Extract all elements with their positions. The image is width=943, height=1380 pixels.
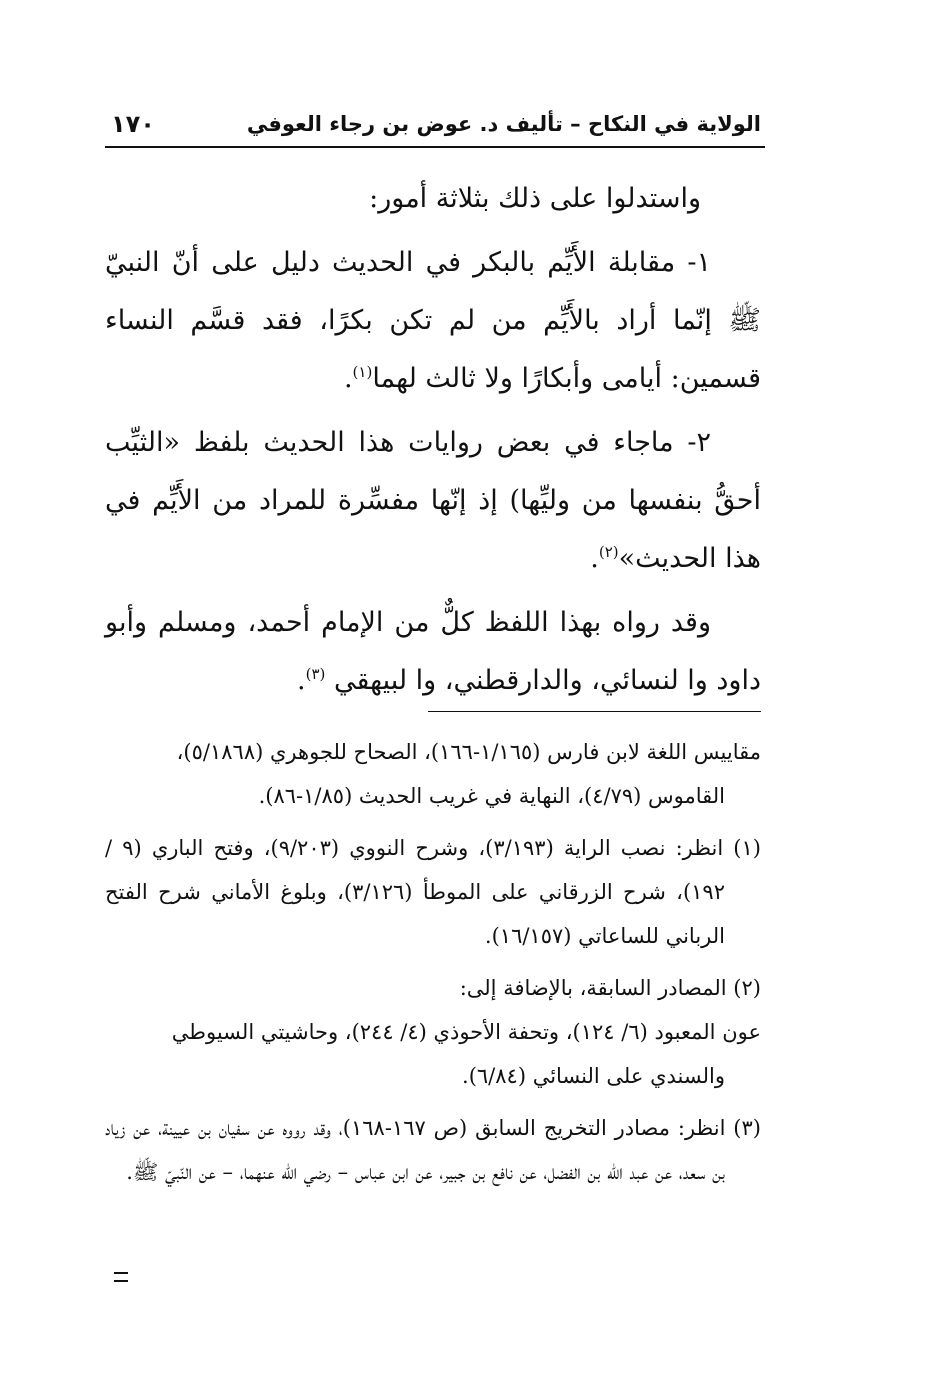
footnote-2-line-2: والسندي على النسائي (٦/٨٤). xyxy=(462,1064,725,1088)
paragraph-evidence-1-text: ١- مقابلة الأَيِّم بالبكر في الحديث دليل على أنّ النبيّ ﷺ إنّما أراد بالأَيِّم من لم تكن بكرًا، فقد قسَّم النساء قسمين: أيامى وأبكارًا ولا ثالث لهما xyxy=(105,247,761,394)
paragraph-intro-text: واستدلوا على ذلك بثلاثة أمور: xyxy=(369,183,701,214)
footnote-ref-3[interactable]: (٣) xyxy=(305,665,326,683)
footnote-2-heading: (٢) المصادر السابقة، بالإضافة إلى: xyxy=(459,976,761,1000)
footnote-continuation-line-1: مقاييس اللغة لابن فارس (١/١٦٥-١٦٦)، الصحاح للجوهري (٥/١٨٦٨)، xyxy=(176,740,761,764)
header-title: الولاية في النكاح – تأليف د. عوض بن رجاء العوفي xyxy=(246,112,761,136)
paragraph-evidence-2-end: . xyxy=(590,543,599,574)
paragraph-narrators-end: . xyxy=(297,665,306,696)
footnote-3 xyxy=(105,1106,761,1194)
footnote-continuation xyxy=(105,730,761,818)
running-header xyxy=(105,108,765,148)
page-end-marker xyxy=(114,1272,128,1282)
paragraph-intro xyxy=(105,170,761,228)
footnote-1-text: (١) انظر: نصب الراية (٣/١٩٣)، وشرح النووي (٩/٢٠٣)، وفتح الباري (٩ / ١٩٢)، شرح الزرقاني على الموطأ (٣/١٢٦)، وبلوغ الأماني شرح الفتح الرباني للساعاتي (١٦/١٥٧). xyxy=(105,836,761,948)
footnote-3-text: (٣) انظر: مصادر التخريج السابق (ص ١٦٧-١٦٨)، وقد رووه عن سفيان بن عيينة، عن زياد بن سعد، عن عبد الله بن الفضل، عن نافع بن جبير، عن ابن عباس – رضي الله عنهما، – عن النّبيّ ﷺ. xyxy=(105,1116,761,1184)
footnote-2 xyxy=(105,966,761,1098)
page-number: ١٧٠ xyxy=(111,110,155,138)
footnote-ref-2[interactable]: (٢) xyxy=(598,543,619,561)
main-text xyxy=(105,170,761,716)
paragraph-evidence-1 xyxy=(105,234,761,408)
footnotes xyxy=(105,730,761,1202)
paragraph-evidence-1-end: . xyxy=(343,363,353,394)
paragraph-narrators-text: وقد رواه بهذا اللفظ كلٌّ من الإمام أحمد، ومسلم وأبو داود وا لنسائي، والدارقطني، وا لبيهقي xyxy=(105,607,761,696)
paragraph-evidence-2-text: ٢- ماجاء في بعض روايات هذا الحديث بلفظ «الثيِّب أحقُّ بنفسها من وليِّها) إذ إنّها مفسِّرة للمراد من الأَيِّم في هذا الحديث» xyxy=(105,427,761,574)
footnote-1 xyxy=(105,826,761,958)
footnote-continuation-line-2: القاموس (٤/٧٩)، النهاية في غريب الحديث (١/٨٥-٨٦). xyxy=(258,784,725,808)
footnote-ref-1[interactable]: (١) xyxy=(352,363,373,381)
paragraph-evidence-2 xyxy=(105,414,761,588)
footnote-separator xyxy=(428,711,761,712)
footnote-2-line-1: عون المعبود (٦/ ١٢٤)، وتحفة الأحوذي (٤/ ٢٤٤)، وحاشيتي السيوطي xyxy=(171,1020,761,1044)
paragraph-narrators xyxy=(105,594,761,710)
